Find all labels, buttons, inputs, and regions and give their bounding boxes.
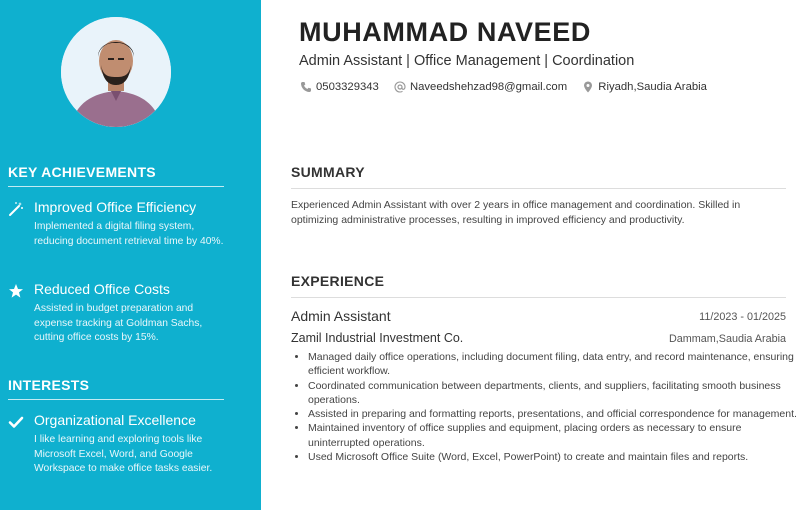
candidate-role: Admin Assistant | Office Management | Coordination [299,53,635,69]
magic-wand-icon [8,201,24,217]
email-text: Naveedshehzad98@gmail.com [409,81,568,93]
job-location: Dammam,Saudia Arabia [668,333,786,345]
job-bullet: • Maintained inventory of office supplies and equipment, placing orders as necessary to ensure uninterrupted operations. [308,421,800,450]
interests-section [8,377,224,400]
summary-text: Experienced Admin Assistant with over 2 years in office management and coordination. Skilled in optimizing administrative processes, resulting in improved efficiency and productivity. [291,199,741,226]
contact-row [300,81,719,96]
job-dates: 11/2023 - 01/2025 [699,311,786,323]
avatar [61,17,171,127]
achievement-desc: Assisted in budget preparation and expense tracking at Goldman Sachs, cutting office costs by 15%. [34,303,203,343]
location-contact [582,81,707,93]
achievements-heading: KEY ACHIEVEMENTS [8,164,224,187]
star-icon [8,283,24,299]
candidate-name: MUHAMMAD NAVEED [299,17,591,47]
achievement-desc: Implemented a digital filing system, reducing document retrieval time by 40%. [34,221,224,247]
job-bullet: • Managed daily office operations, including document filing, data entry, and record maintenance, ensuring efficient workflow. [308,350,800,379]
phone-text: 0503329343 [316,81,379,93]
interest-desc: I like learning and exploring tools like Microsoft Excel, Word, and Google Workspace to make office tasks easier. [34,434,213,474]
phone-contact[interactable] [300,81,379,93]
achievements-section [8,164,224,187]
interests-heading: INTERESTS [8,377,224,400]
location-text: Riyadh,Saudia Arabia [598,81,707,93]
summary-heading: SUMMARY [291,164,786,189]
experience-heading: EXPERIENCE [291,273,786,298]
job-title: Admin Assistant [291,308,391,324]
at-icon [394,81,406,93]
location-pin-icon [582,81,594,93]
sidebar [0,0,261,510]
achievement-title: Improved Office Efficiency [34,199,197,215]
job-bullets [291,350,800,464]
profile-photo [61,17,171,127]
job-bullet: • Coordinated communication between departments, clients, and suppliers, facilitating smooth business operations. [308,379,800,408]
company-name: Zamil Industrial Investment Co. [291,331,464,345]
phone-icon [300,81,312,93]
check-icon [8,414,24,430]
job-bullet: • Assisted in preparing and formatting reports, presentations, and official correspondence for management. [308,407,800,421]
interest-title: Organizational Excellence [34,412,196,428]
job-bullet: • Used Microsoft Office Suite (Word, Excel, PowerPoint) to create and maintain files and reports. [308,450,800,464]
achievement-title: Reduced Office Costs [34,281,170,297]
email-contact[interactable] [394,81,567,93]
